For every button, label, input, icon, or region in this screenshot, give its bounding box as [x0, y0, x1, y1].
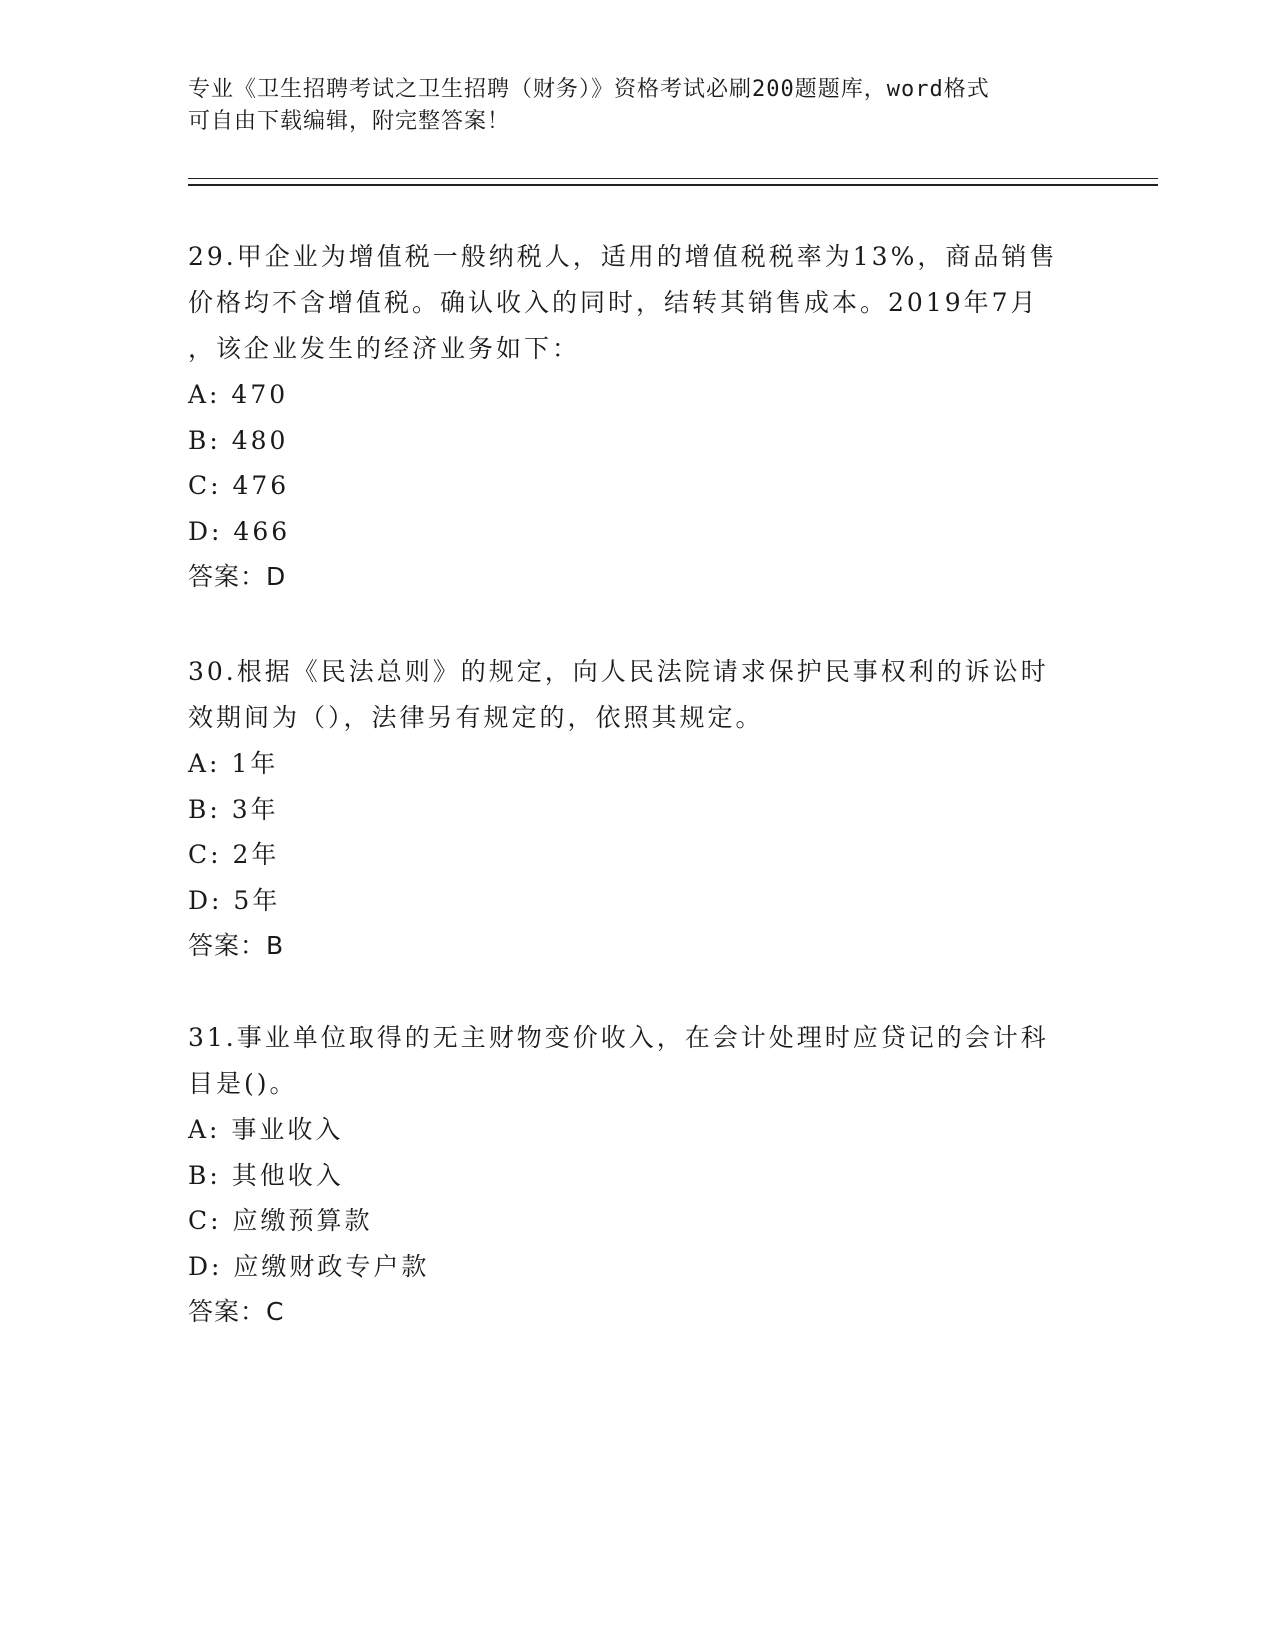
question-stem	[188, 649, 1088, 741]
option-d: D: 466	[188, 516, 291, 546]
question-30	[188, 649, 1088, 969]
option-c: C: 2年	[188, 840, 280, 869]
stem-line: 效期间为（），法律另有规定的，依照其规定。	[188, 703, 764, 732]
header-divider	[188, 178, 1158, 186]
question-stem	[188, 234, 1088, 372]
header-line-2: 可自由下载编辑，附完整答案！	[188, 109, 511, 134]
stem-line: 30.根据《民法总则》的规定，向人民法院请求保护民事权利的诉讼时	[188, 657, 1049, 686]
option-c: C: 476	[188, 471, 290, 500]
option-d: D: 5年	[188, 885, 281, 915]
question-stem	[188, 1015, 1088, 1107]
stem-line: 29.甲企业为增值税一般纳税人，适用的增值税税率为13%，商品销售	[188, 242, 1058, 271]
option-c: C: 应缴预算款	[188, 1206, 373, 1235]
option-b: B: 其他收入	[188, 1160, 344, 1190]
option-b: B: 480	[188, 425, 289, 455]
option-a: A: 470	[188, 380, 289, 409]
answer-text: 答案：C	[188, 1297, 285, 1326]
option-b: B: 3年	[188, 794, 279, 824]
question-31	[188, 1015, 1088, 1335]
answer-text: 答案：D	[188, 562, 287, 591]
header-line-1: 专业《卫生招聘考试之卫生招聘（财务）》资格考试必刷200题题库，word格式	[188, 77, 990, 102]
stem-line: 目是()。	[188, 1069, 298, 1098]
option-d: D: 应缴财政专户款	[188, 1251, 430, 1281]
document-header	[188, 74, 1068, 138]
question-29	[188, 234, 1088, 600]
stem-line: 31.事业单位取得的无主财物变价收入，在会计处理时应贷记的会计科	[188, 1023, 1049, 1052]
option-a: A: 事业收入	[188, 1115, 344, 1144]
answer-text: 答案：B	[188, 931, 285, 960]
stem-line: 价格均不含增值税。确认收入的同时，结转其销售成本。2019年7月	[188, 288, 1039, 317]
option-a: A: 1年	[188, 749, 279, 778]
stem-line: ，该企业发生的经济业务如下：	[188, 334, 581, 363]
